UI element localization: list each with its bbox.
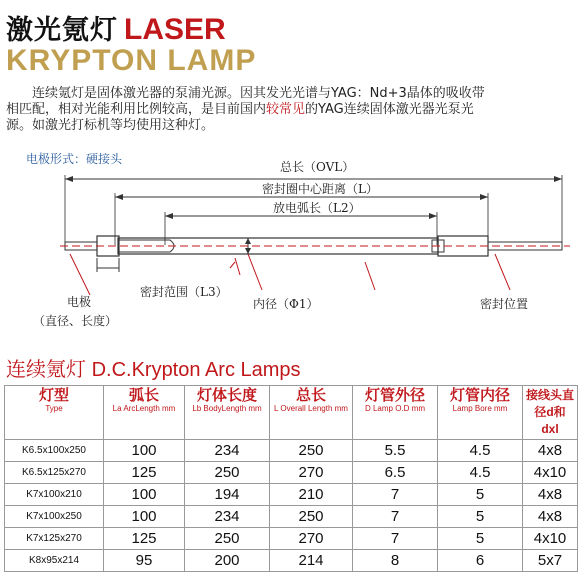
table-cell: 270	[270, 462, 353, 484]
section-title-en: D.C.Krypton Arc Lamps	[91, 359, 301, 381]
bore-leader	[248, 254, 262, 290]
section-title	[6, 353, 301, 382]
table-cell-type: K6.5x125x270	[5, 462, 104, 484]
header	[6, 8, 226, 47]
table-cell: 4.5	[438, 440, 523, 462]
ovl-label: 总长（OVL）	[280, 160, 355, 174]
table-header-row	[5, 386, 578, 440]
table-cell: 7	[353, 506, 438, 528]
header-arc-length: 弧长 La ArcLength mm	[104, 386, 185, 440]
header-lamp-od: 灯管外径 D Lamp O.D mm	[353, 386, 438, 440]
table-cell: 4x10	[523, 462, 578, 484]
table-cell: 5.5	[353, 440, 438, 462]
electrode-type-label: 电极形式：硬接头	[26, 152, 123, 166]
table-cell: 200	[185, 550, 270, 572]
header-overall-length: 总长 L Overall Length mm	[270, 386, 353, 440]
table-cell-type: K7x100x250	[5, 506, 104, 528]
table-cell: 8	[353, 550, 438, 572]
header-lamp-bore: 灯管内径 Lamp Bore mm	[438, 386, 523, 440]
table-cell: 4x8	[523, 484, 578, 506]
table-row	[5, 484, 578, 506]
table-row	[5, 506, 578, 528]
table-cell: 100	[104, 484, 185, 506]
seal-pos-label: 密封位置	[480, 297, 529, 311]
table-cell: 4.5	[438, 462, 523, 484]
table-cell: 5	[438, 506, 523, 528]
table-cell: 7	[353, 484, 438, 506]
table-cell-type: K6.5x100x250	[5, 440, 104, 462]
description	[6, 86, 574, 134]
seal-pos-leader	[495, 254, 510, 290]
desc-line-3: 源。如激光打标机等均使用这种灯。	[6, 118, 215, 133]
desc-highlight: 较常见	[266, 102, 306, 117]
table-cell: 6.5	[353, 462, 438, 484]
table-cell: 250	[185, 462, 270, 484]
table-cell: 4x8	[523, 440, 578, 462]
table-cell: 125	[104, 462, 185, 484]
seal-center-label: 密封圈中心距离（L）	[262, 182, 378, 196]
inner-dia-label: 内径（Φ1）	[253, 297, 319, 311]
table-cell: 234	[185, 506, 270, 528]
table-cell: 234	[185, 440, 270, 462]
table-row	[5, 440, 578, 462]
table-cell: 270	[270, 528, 353, 550]
desc-line-2	[6, 102, 574, 118]
table-cell: 4x8	[523, 506, 578, 528]
table-cell: 250	[185, 528, 270, 550]
table-cell-type: K7x125x270	[5, 528, 104, 550]
arc-length-label: 放电弧长（L2）	[273, 201, 361, 215]
table-row	[5, 550, 578, 572]
table-cell: 95	[104, 550, 185, 572]
section-title-cn: 连续氪灯	[6, 357, 86, 381]
header-type: 灯型 Type	[5, 386, 104, 440]
table-cell-type: K8x95x214	[5, 550, 104, 572]
table-cell: 6	[438, 550, 523, 572]
table-cell: 194	[185, 484, 270, 506]
table-cell: 5	[438, 528, 523, 550]
table-row	[5, 528, 578, 550]
left-terminal	[65, 242, 97, 250]
table-cell: 250	[270, 440, 353, 462]
header-connector: 接线头直径d和 dxl	[523, 386, 578, 440]
seal-range-label: 密封范围（L3）	[140, 285, 228, 299]
table-cell: 4x10	[523, 528, 578, 550]
seal-range-leader	[230, 262, 235, 268]
table-cell: 100	[104, 440, 185, 462]
desc-line-2c: 的YAG连续固体激光器光泵光	[305, 102, 474, 117]
table-cell: 7	[353, 528, 438, 550]
title-en: KRYPTON LAMP	[6, 44, 257, 77]
table-cell: 5	[438, 484, 523, 506]
table-cell: 250	[270, 506, 353, 528]
electrode-sub-label: （直径、长度）	[33, 314, 118, 328]
table-cell-type: K7x100x210	[5, 484, 104, 506]
table-cell: 210	[270, 484, 353, 506]
table-cell: 5x7	[523, 550, 578, 572]
electrode-leader	[70, 254, 90, 295]
spec-table	[4, 385, 578, 572]
table-cell: 214	[270, 550, 353, 572]
desc-line-2a: 相匹配，相对光能利用比例较高，是目前国内	[6, 102, 267, 117]
title-cn: 激光氪灯	[6, 15, 118, 46]
electrode-label: 电极	[67, 295, 92, 309]
table-row	[5, 462, 578, 484]
desc-line-1: 连续氪灯是固体激光器的泵浦光源。因其发光光谱与YAG：Nd+3晶体的吸收带	[32, 86, 485, 101]
header-body-length: 灯体长度 Lb BodyLength mm	[185, 386, 270, 440]
table-cell: 125	[104, 528, 185, 550]
title-laser: LASER	[124, 13, 226, 46]
table-cell: 100	[104, 506, 185, 528]
